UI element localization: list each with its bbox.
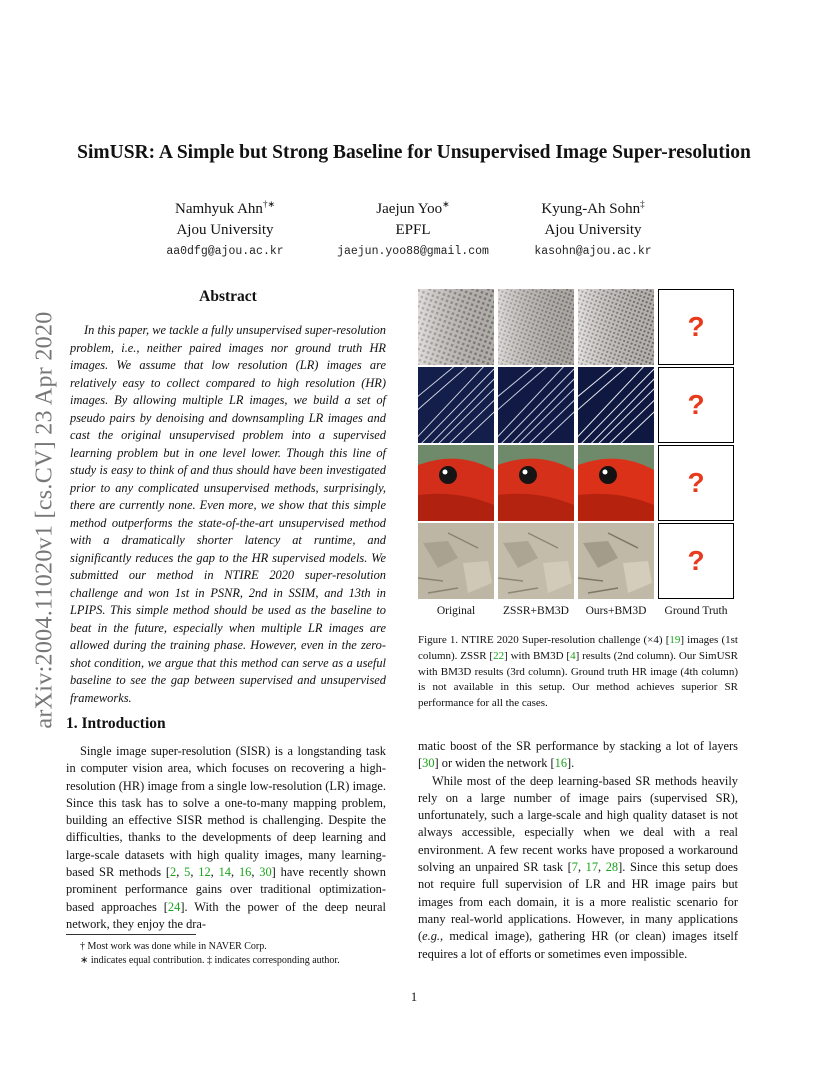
- abstract-heading: Abstract: [199, 288, 257, 305]
- intro-heading: 1. Introduction: [66, 715, 166, 732]
- text-run: matic boost of the SR performance by stacking a lot of layers [: [418, 739, 738, 771]
- author-name: Jaejun Yoo: [376, 201, 443, 217]
- paragraph: While most of the deep learning-based SR methods heavily rely on a large number of image pairs (supervised SR), unfortunately, such a large-scale and high quality dataset is not always accessible, especially when we deal with a real environment. A few recent works have proposed a workaround solving an unpaired SR task [7, 17, 28]. Since this setup does not require full supervision of LR and HR image pairs but images from each domain, it is a more realistic scenario for many real-world applications. However, in many applications (e.g., medical image), gathering HR (or clean) images itself requires a lot of efforts or sometimes even impossible.: [418, 773, 739, 961]
- image-ground-truth-unavailable: [658, 445, 734, 521]
- arxiv-sidebar: [30, 285, 60, 755]
- citation-link[interactable]: 7: [571, 860, 578, 875]
- author-2: [318, 194, 508, 259]
- image-original-lines: [418, 367, 494, 443]
- image-ground-truth-unavailable: [658, 523, 734, 599]
- citation-link[interactable]: 2: [170, 865, 177, 880]
- column-label-ground-truth: Ground Truth: [664, 605, 728, 617]
- column-label-original: Original: [436, 605, 476, 617]
- citation-link[interactable]: 17: [585, 860, 599, 875]
- citation-link[interactable]: 24: [167, 899, 181, 914]
- footnote-rule: [66, 934, 196, 935]
- author-email: jaejun.yoo88@gmail.com: [337, 245, 489, 258]
- citation-link[interactable]: 16: [238, 865, 252, 880]
- figure-1: [418, 289, 738, 617]
- citation-link[interactable]: 28: [605, 860, 619, 875]
- text-run: ] or widen the network [: [434, 756, 555, 771]
- text-run: ] have recently shown prominent performance gains over traditional optimization-based approaches [: [66, 865, 386, 914]
- citation-link[interactable]: 30: [259, 865, 272, 880]
- abstract-text: In this paper, we tackle a fully unsupervised super-resolution problem, i.e., neither paired images nor ground truth HR images. We assume that low resolution (LR) images are relatively easy to collect compared to high resolution (HR) images. By allowing multiple LR images, we build a set of pseudo pairs by denoising and downsampling LR images and cast the original unsupervised problem into a supervised learning problem but in one level lower. Though this line of study is easy to think of and thus should have been investigated prior to any complicated unsupervised methods, surprisingly, there are currently none. Even more, we show that this simple method outperforms the state-of-the-art unsupervised method with a dramatically shorter latency at runtime, and significantly reduces the gap to the HR supervised models. We submitted our method in NTIRE 2020 super-resolution challenge and won 1st in PSNR, 2nd in SSIM, and 13th in LPIPS. This simple method should be used as the baseline to beat in the future, especially when multiple LR images are allowed during the training phase. However, even in the zero-shot condition, we argue that this method can serve as a useful baseline to see the gap between supervised and unsupervised frameworks.: [70, 323, 386, 705]
- paper-title: SimUSR: A Simple but Strong Baseline for Unsupervised Image Super-resolution: [77, 142, 751, 163]
- image-ground-truth-unavailable: [658, 367, 734, 443]
- author-3: [508, 194, 678, 259]
- text-run: ]. With the power of the deep neural network, they enjoy the dra-: [66, 899, 386, 931]
- text-run: , medical image), gathering HR (or clean) images itself requires a lot of efforts or sometimes even impossible.: [418, 929, 738, 961]
- author-name: Namhyuk Ahn: [175, 201, 263, 217]
- text-run: Figure 1. NTIRE 2020 Super-resolution challenge (×4) [: [418, 634, 670, 646]
- text-run: Single image super-resolution (SISR) is a longstanding task in computer vision area, which focuses on recovering a high-resolution (HR) image from a single low-resolution (LR) image. Since this task has to solve a one-to-many mapping problem, building an effective SISR method is challenging. Despite the difficulties, thanks to the developments of deep learning and large-scale datasets with high quality images, many learning-based SR methods [: [66, 744, 386, 880]
- citation-link[interactable]: 5: [184, 865, 191, 880]
- citation-link[interactable]: 30: [422, 756, 435, 771]
- image-ours-bird: [578, 445, 654, 521]
- author-marks: ∗: [442, 199, 450, 209]
- author-affiliation: EPFL: [395, 222, 431, 238]
- column-label-zssr: ZSSR+BM3D: [503, 605, 569, 617]
- column-label-ours: Ours+BM3D: [585, 605, 647, 617]
- image-original-fabric: [418, 289, 494, 365]
- question-mark-icon: ?: [687, 389, 705, 420]
- footnote-1: † Most work was done while in NAVER Corp.: [80, 941, 267, 952]
- text-run: ] results (2nd column). Our SimUSR with BM3D results (3rd column). Ground truth HR image (4th column) is not available in this setup. Our method achieves superior SR performance for all the cases.: [418, 649, 738, 710]
- author-marks: ‡: [640, 199, 645, 209]
- author-marks: †∗: [262, 199, 275, 209]
- footnote-2: ∗ indicates equal contribution. ‡ indicates corresponding author.: [80, 954, 340, 966]
- text-run: While most of the deep learning-based SR methods heavily rely on a large number of image pairs (supervised SR), unfortunately, such a large-scale and high quality dataset is not always accessible, especially when we deal with a real environment. A few recent works have proposed a workaround solving an unpaired SR task [: [418, 773, 738, 875]
- author-1: [140, 194, 310, 259]
- text-run: ] images (1st column). ZSSR [: [418, 634, 738, 662]
- question-mark-icon: ?: [687, 545, 705, 576]
- author-email: kasohn@ajou.ac.kr: [534, 245, 652, 258]
- image-original-stone: [418, 523, 494, 599]
- image-ground-truth-unavailable: [658, 289, 734, 365]
- author-email: aa0dfg@ajou.ac.kr: [166, 245, 284, 258]
- right-column-text: [418, 738, 738, 963]
- image-ours-stone: [578, 523, 654, 599]
- citation-link[interactable]: 4: [570, 649, 576, 662]
- image-original-bird: [418, 445, 494, 521]
- text-run: e.g.: [422, 929, 441, 944]
- question-mark-icon: ?: [687, 467, 705, 498]
- text-run: ].: [567, 756, 575, 771]
- image-ours-fabric: [578, 289, 654, 365]
- page-number: 1: [410, 990, 418, 1004]
- image-ours-lines: [578, 367, 654, 443]
- footnotes: [66, 940, 396, 967]
- image-zssr-stone: [498, 523, 574, 599]
- citation-link[interactable]: 22: [493, 649, 505, 662]
- image-zssr-bird: [498, 445, 574, 521]
- citation-link[interactable]: 12: [198, 865, 211, 880]
- author-affiliation: Ajou University: [176, 222, 274, 238]
- text-run: ] with BM3D [: [504, 649, 571, 662]
- author-name: Kyung-Ah Sohn: [541, 201, 641, 217]
- figure-caption: [418, 633, 738, 712]
- citation-link[interactable]: 14: [218, 865, 231, 880]
- image-zssr-fabric: [498, 289, 574, 365]
- text-run: ]. Since this setup does not require full supervision of LR and HR image pairs but images from each domain, it is a more realistic scenario for many real-world applications. However, in many applications (: [418, 860, 739, 944]
- image-zssr-lines: [498, 367, 574, 443]
- author-affiliation: Ajou University: [544, 222, 642, 238]
- citation-link[interactable]: 19: [669, 634, 681, 646]
- citation-link[interactable]: 16: [554, 756, 568, 771]
- arxiv-id: arXiv:2004.11020v1 [cs.CV] 23 Apr 2020: [31, 311, 58, 729]
- intro-paragraph: Single image super-resolution (SISR) is a longstanding task in computer vision area, which focuses on recovering a high-resolution (HR) image from a single low-resolution (LR) image. Since this task has to solve a one-to-many mapping problem, building an effective SISR method is challenging. Despite the difficulties, thanks to the developments of deep learning and large-scale datasets with high quality images, many learning-based SR methods [2, 5, 12, 14, 16, 30] have recently shown prominent performance gains over traditional optimization-based approaches [24]. With the power of the deep neural network, they enjoy the dra-: [66, 744, 386, 931]
- paragraph: [418, 738, 738, 773]
- question-mark-icon: ?: [687, 311, 705, 342]
